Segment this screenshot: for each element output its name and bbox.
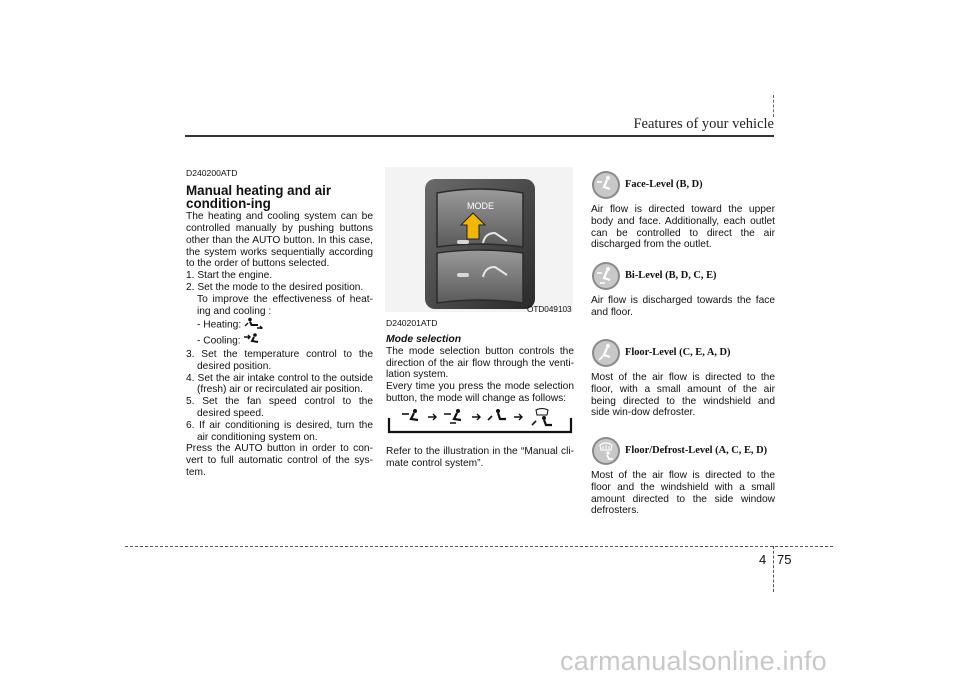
- cycle-floor-defrost-icon: [532, 409, 552, 426]
- photo-caption: OTD049103: [527, 305, 572, 314]
- step-6: 6. If air conditioning is desired, turn the air conditioning system on.: [186, 419, 373, 443]
- left-column: [186, 168, 373, 479]
- chapter-number: 4: [759, 552, 767, 567]
- header-rule: [185, 135, 774, 137]
- step-2-note: To improve the effectiveness of heat-ing and cooling :: [197, 293, 373, 317]
- step-3: 3. Set the temperature control to the desired position.: [186, 348, 373, 372]
- floor-level-icon: [244, 317, 264, 333]
- mode-para-3: Refer to the illustration in the “Manual cli-mate control system”.: [386, 446, 574, 469]
- cycle-bilevel-icon: [444, 409, 461, 423]
- floor-defrost-icon: [591, 436, 621, 466]
- footer-rule: [125, 546, 833, 547]
- cooling-line: [186, 333, 373, 349]
- running-header: Features of your vehicle: [633, 116, 774, 132]
- intro-paragraph: The heating and cooling system can be controlled manually by pushing buttons other than the AUTO button. In this case, the system works sequentially according to the order of buttons selected.: [186, 211, 373, 270]
- mode-description: Air flow is directed toward the upper body and face. Additionally, each outlet can be controlled to direct the air discharged from the outlet.: [591, 204, 775, 251]
- middle-column: [386, 318, 574, 405]
- heating-line: [186, 317, 373, 333]
- mode-label: Floor-Level (C, E, A, D): [625, 347, 731, 358]
- floor-level-icon: [591, 338, 621, 368]
- photo-mode-text: MODE: [467, 201, 494, 211]
- watermark: carmanualsonline.info: [560, 646, 827, 676]
- step-4: 4. Set the air intake control to the outside (fresh) air or recirculated air position.: [186, 372, 373, 396]
- cycle-face-icon: [402, 409, 418, 420]
- heating-label: - Heating:: [197, 319, 242, 331]
- page-number: 75: [777, 552, 792, 567]
- top-dashed-marker: [773, 95, 774, 117]
- mode-selection-heading: Mode selection: [386, 333, 462, 345]
- face-level-icon: [243, 333, 263, 349]
- mode-description: Air flow is discharged towards the face and floor.: [591, 295, 775, 318]
- mode-para-2: Every time you press the mode selection button, the mode will change as follows:: [386, 381, 574, 404]
- page-number-divider: [773, 546, 774, 592]
- mode-description: Most of the air flow is directed to the floor and the windshield with a small amount directed to the side window defrosters.: [591, 470, 775, 517]
- mode-button-photo: [385, 167, 573, 312]
- section-title: Manual heating and air condition-ing: [186, 182, 332, 211]
- mode-section-code: D240201ATD: [386, 318, 438, 328]
- mode-label: Bi-Level (B, D, C, E): [625, 270, 717, 281]
- face-level-icon: [591, 170, 621, 200]
- outro-paragraph: Press the AUTO button in order to con-vert to full automatic control of the sys-tem.: [186, 443, 373, 478]
- mode-note: [386, 446, 574, 470]
- cycle-floor-icon: [488, 409, 506, 420]
- mode-cycle-diagram: [386, 408, 574, 434]
- mode-label: Face-Level (B, D): [625, 179, 703, 190]
- section-code: D240200ATD: [186, 168, 238, 178]
- bi-level-icon: [591, 261, 621, 291]
- mode-label: Floor/Defrost-Level (A, C, E, D): [625, 445, 768, 456]
- mode-description: Most of the air flow is directed to the floor, with a small amount of the air being directed to the windshield and side win-dow defroster.: [591, 372, 775, 419]
- cooling-label: - Cooling:: [197, 335, 241, 347]
- step-2: 2. Set the mode to the desired position.: [186, 281, 364, 293]
- mode-para-1: The mode selection button controls the direction of the air flow through the venti-lation system.: [386, 345, 574, 381]
- step-5: 5. Set the fan speed control to the desired speed.: [186, 396, 373, 419]
- step-1: 1. Start the engine.: [186, 270, 273, 282]
